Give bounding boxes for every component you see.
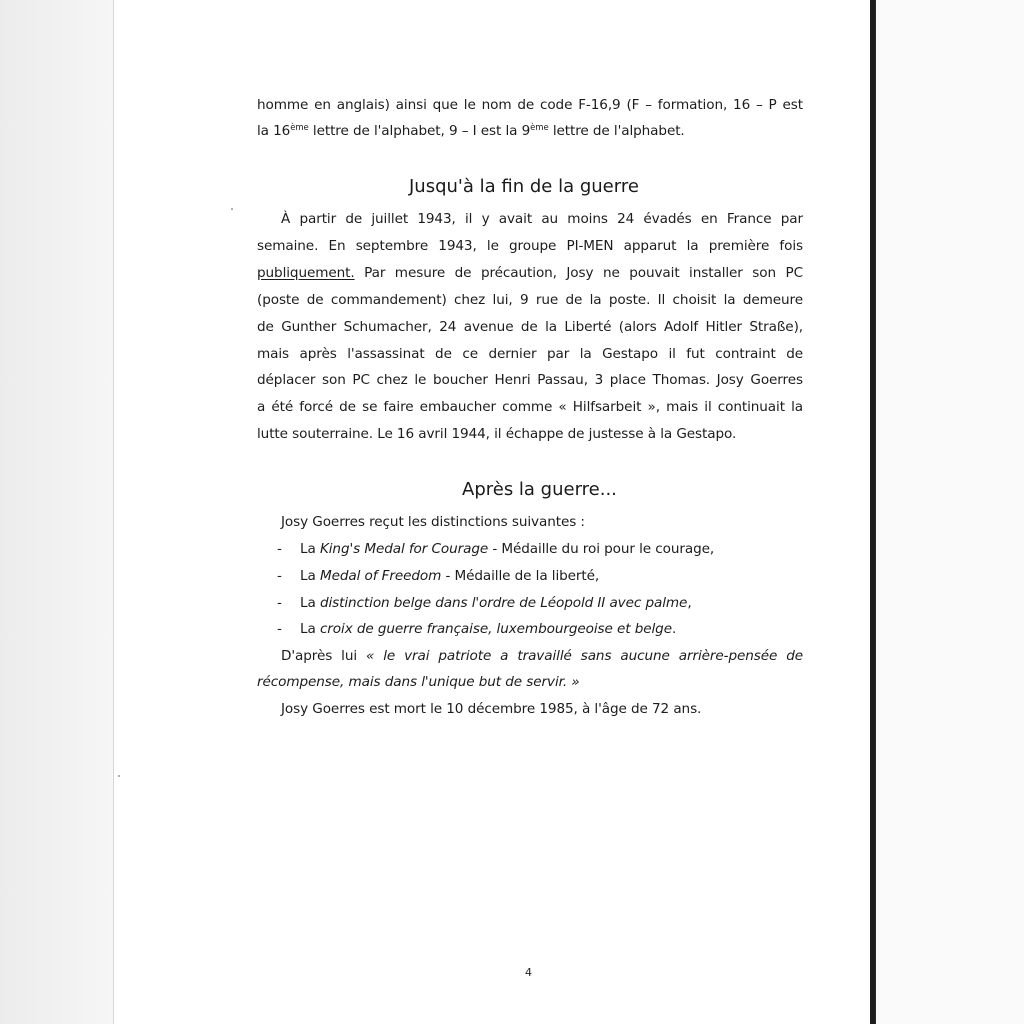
scan-speck <box>118 775 120 777</box>
section-heading-end-of-war: Jusqu'à la fin de la guerre <box>409 176 639 197</box>
intro-text: lettre de l'alphabet, 9 – I est la 9 <box>308 123 531 139</box>
list-item-text <box>300 620 676 638</box>
list-text: - Médaille de la liberté, <box>441 568 600 584</box>
quote-line-2 <box>257 673 803 691</box>
superscript: ème <box>290 123 309 133</box>
list-dash: - <box>277 541 282 557</box>
list-emphasis: croix de guerre française, luxembourgeoise et belge <box>319 621 672 637</box>
paragraph-line: de Gunther Schumacher, 24 avenue de la Liberté (alors Adolf Hitler Straße), <box>257 319 803 335</box>
list-item-text <box>300 567 599 585</box>
distinctions-intro: Josy Goerres reçut les distinctions suivantes : <box>281 514 585 530</box>
list-item-text <box>300 540 714 558</box>
list-emphasis: King's Medal for Courage <box>319 541 489 557</box>
list-emphasis: distinction belge dans l'ordre de Léopold II avec palme <box>319 595 688 611</box>
paragraph-line: déplacer son PC chez le boucher Henri Passau, 3 place Thomas. Josy Goerres <box>257 372 803 388</box>
quote-intro: D'après lui <box>281 648 366 664</box>
list-dash: - <box>277 595 282 611</box>
paragraph-line: mais après l'assassinat de ce dernier par la Gestapo il fut contraint de <box>257 346 803 362</box>
list-text: La <box>300 568 320 584</box>
superscript: ème <box>530 123 549 133</box>
list-text: , <box>687 595 692 611</box>
intro-line-2 <box>257 122 803 140</box>
paragraph-line: semaine. En septembre 1943, le groupe PI-MEN apparut la première fois <box>257 238 803 254</box>
page-number: 4 <box>525 966 532 979</box>
list-text: La <box>300 621 320 637</box>
scan-speck <box>231 208 233 210</box>
list-text: La <box>300 541 320 557</box>
intro-line-1: homme en anglais) ainsi que le nom de code F-16,9 (F – formation, 16 – P est <box>257 97 803 113</box>
paragraph-line: (poste de commandement) chez lui, 9 rue de la poste. Il choisit la demeure <box>257 292 803 308</box>
death-line: Josy Goerres est mort le 10 décembre 1985, à l'âge de 72 ans. <box>281 701 702 717</box>
intro-text: lettre de l'alphabet. <box>548 123 685 139</box>
list-text: La <box>300 595 320 611</box>
list-item-text <box>300 594 692 612</box>
page-edge-shadow <box>870 0 875 1024</box>
quote-text: « le vrai patriote a travaillé sans aucune arrière-pensée de <box>365 648 804 664</box>
list-text: - Médaille du roi pour le courage, <box>488 541 715 557</box>
list-emphasis: Medal of Freedom <box>319 568 442 584</box>
paragraph-line: lutte souterraine. Le 16 avril 1944, il échappe de justesse à la Gestapo. <box>257 426 737 442</box>
underlined-word: publiquement. <box>257 265 355 281</box>
paragraph-line <box>257 264 803 282</box>
paragraph-text: Par mesure de précaution, Josy ne pouvait installer son PC <box>354 265 803 281</box>
list-dash: - <box>277 621 282 637</box>
paragraph-line: a été forcé de se faire embaucher comme « Hilfsarbeit », mais il continuait la <box>257 399 803 415</box>
quote-line-1 <box>257 647 803 665</box>
document-page <box>113 0 870 1024</box>
list-text: . <box>671 621 677 637</box>
intro-text: la 16 <box>257 123 291 139</box>
list-dash: - <box>277 568 282 584</box>
paragraph-line: À partir de juillet 1943, il y avait au moins 24 évadés en France par <box>281 211 803 227</box>
quote-text: récompense, mais dans l'unique but de servir. » <box>257 674 580 690</box>
section-heading-after-war: Après la guerre... <box>462 479 617 500</box>
